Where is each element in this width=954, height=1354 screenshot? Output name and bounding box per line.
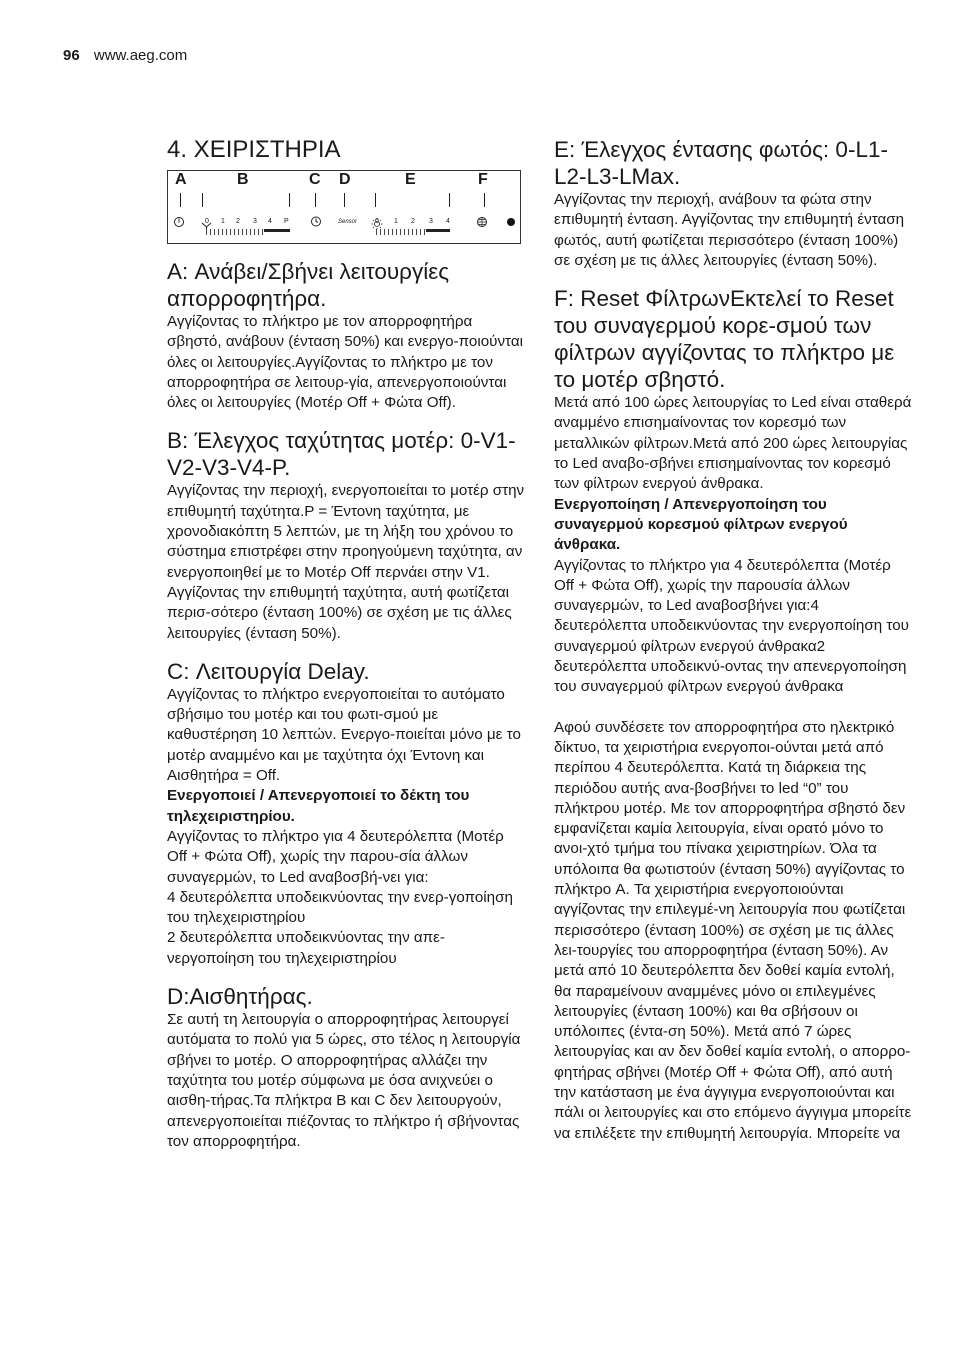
panel-label-a: A <box>175 171 187 188</box>
page-number: 96 <box>63 47 80 64</box>
text-b: Αγγίζοντας την περιοχή, ενεργοποιείται το μοτέρ στην επιθυμητή ταχύτητα.P = Έντονη ταχύτητα, με χρονοδιακόπτη 5 λεπτών, με τη λήξη του χρόνου το σύστημα επιστρέφει στην προηγούμενη ταχύτητα, αν ενεργοποιηθεί με το Μοτέρ Off περνάει στην V1. Αγγίζοντας την επιθυμητή ταχύτητα, αυτή φωτίζεται περισ-σότερο (ένταση 100%) σε σχέση με τις άλλες λειτουργίες (ένταση 50%). <box>167 482 525 642</box>
led-dot-icon <box>506 217 516 227</box>
speed-bar <box>264 229 290 232</box>
speed-digit-1: 1 <box>221 218 225 225</box>
text-c-1: Αγγίζοντας το πλήκτρο ενεργοποιείται το αυτόματο σβήσιμο του μοτέρ και του φωτι-σμού με καθυστέρηση 10 λεπτών. Ενεργο-ποιείται μόνο με το μοτέρ αναμμένο και με ταχύτητα όχι Έντονη και Αισθητήρα = Off. <box>167 685 521 785</box>
filter-grid-icon <box>476 216 488 228</box>
right-column <box>554 136 914 1144</box>
tick-e-end <box>449 193 450 207</box>
text-f-1: Μετά από 100 ώρες λειτουργίας το Led είναι σταθερά αναμμένο επισημαίνοντας τον κορεσμό των μεταλλικών φίλτρων.Μετά από 200 ώρες λειτουργίας το Led αναβο-σβήνει επισημαίνοντας τον κορεσμό των φίλτρων ενεργού άνθρακα. <box>554 394 912 493</box>
text-c-bold: Ενεργοποιεί / Απενεργοποιεί το δέκτη του τηλεχειριστηρίου. <box>167 787 470 825</box>
tick-c <box>315 193 316 207</box>
light-scale <box>376 229 426 235</box>
control-panel-diagram <box>167 170 521 244</box>
light-digit-3: 3 <box>429 218 433 225</box>
tick-b-end <box>289 193 290 207</box>
heading-c: C: Λειτουργία Delay. <box>167 658 370 684</box>
light-digit-0: 0 <box>375 218 379 225</box>
site-url: www.aeg.com <box>93 47 188 64</box>
text-e: Αγγίζοντας την περιοχή, ανάβουν τα φώτα στην επιθυμητή ένταση. Αγγίζοντας την επιθυμητή ένταση φωτός, αυτή φωτίζεται περισσότερο (ένταση 100%) σε σχέση με τις άλλες λειτουργίες (ένταση 50%). <box>554 191 905 269</box>
heading-f: F: Reset ΦίλτρωνΕκτελεί το Reset του συναγερμού κορε-σμού των φίλτρων αγγίζοντας το πλήκτρο με το μοτέρ σβηστό. <box>554 286 895 393</box>
power-icon <box>173 216 185 228</box>
text-c-2: Αγγίζοντας το πλήκτρο για 4 δευτερόλεπτα (Μοτέρ Off + Φώτα Off), χωρίς την παρου-σία άλλων συναγερμών, το Led αναβοσβή-νει για: <box>167 827 504 886</box>
panel-label-e: E <box>405 171 416 188</box>
text-c-4: 2 δευτερόλεπτα υποδεικνύοντας την απε-νεργοποίηση του τηλεχειριστηρίου <box>167 929 445 967</box>
text-c-3: 4 δευτερόλεπτα υποδεικνύοντας την ενερ-γοποίηση του τηλεχειριστηρίου <box>167 888 513 927</box>
tick-a <box>180 193 181 207</box>
text-d: Σε αυτή τη λειτουργία ο απορροφητήρας λειτουργεί αυτόματα το πολύ για 5 ώρες, στο τέλος η λειτουργία σβήνει το μοτέρ. Ο απορροφητήρας αλλάζει την ταχύτητα του μοτέρ σύμφωνα με όσα ανιχνεύει ο αισθη-τήρας.Τα πλήκτρα B και C δεν λειτουργούν, απενεργοποιείται πιέζοντας το πλήκτρο ή σβήνοντας τον απορροφητήρα. <box>167 1011 521 1150</box>
section-title: 4. ΧΕΙΡΙΣΤΗΡΙΑ <box>167 136 341 163</box>
speed-digit-3: 3 <box>253 218 257 225</box>
panel-label-b: B <box>237 171 249 188</box>
tick-d <box>344 193 345 207</box>
speed-digit-4: 4 <box>268 218 272 225</box>
tick-e-start <box>375 193 376 207</box>
text-a: Αγγίζοντας το πλήκτρο με τον απορροφητήρα σβηστό, ανάβουν (ένταση 50%) και ενεργο-ποιούνται όλες οι λειτουργίες.Αγγίζοντας το πλήκτρο με τον απορροφητήρα σε λειτουρ-γία, απενεργοποιούνται όλες οι λειτουργίες (Μοτέρ Off + Φώτα Off). <box>167 313 523 412</box>
tick-b-start <box>202 193 203 207</box>
sensor-label: Sensor <box>338 219 358 225</box>
panel-label-f: F <box>478 171 488 188</box>
heading-e: E: Έλεγχος έντασης φωτός: 0-L1-L2-L3-LMax. <box>554 137 888 189</box>
light-digit-1: 1 <box>394 218 398 225</box>
heading-b: B: Έλεγχος ταχύτητας μοτέρ: 0-V1-V2-V3-V4-P. <box>167 428 516 481</box>
speed-digit-0: 0 <box>205 218 209 225</box>
light-digit-2: 2 <box>411 218 415 225</box>
heading-a: A: Ανάβει/Σβήνει λειτουργίες απορροφητήρα. <box>167 259 450 311</box>
speed-scale <box>206 229 264 235</box>
text-f-2: Αγγίζοντας το πλήκτρο για 4 δευτερόλεπτα (Μοτέρ Off + Φώτα Off), χωρίς την παρουσία άλλων συναγερμών, το Led αναβοσβήνει για:4 δευτερόλεπτα υποδεικνύοντας την ενεργοποίηση του συναγερμού φίλτρων ενεργού άνθρακα2 δευτερόλεπτα υποδεικνύ-οντας την απενεργοποίηση του συναγερμού φίλτρων ενεργού άνθρακα <box>554 556 909 696</box>
speed-digit-p: P <box>284 218 289 225</box>
text-note: Αφού συνδέσετε τον απορροφητήρα στο ηλεκτρικό δίκτυο, τα χειριστήρια ενεργοποι-ούνται μετά από περίπου 4 δευτερόλεπτα. Κατά τη διάρκεια της περιόδου αυτής ανα-βοσβήνει το led “0” του πλήκτρου μοτέρ. Με τον απορροφητήρα σβηστό δεν εμφανίζεται καμία λειτουργία, είναι ορατό μόνο το ανοι-χτό τμήμα του πίνακα χειριστηρίων. Όλα τα υπόλοιπα θα φωτιστούν (ένταση 50%) αγγίζοντας το πλήκτρο A. Τα χειριστήρια ενεργοποιούνται αγγίζοντας την επιλεγμέ-νη λειτουργία που φωτίζεται περισσότερο (ένταση 100%) σε σχέση με τις άλλες λει-τουργίες του απορροφητήρα (ένταση 50%). Αν μετά από 10 δευτερόλεπτα δεν δοθεί καμία εντολή, θα παραμείνουν αναμμένες μόνο οι επιλεγμένες λειτουργίες (ένταση 100%) και θα σβήσουν οι υπόλοιπες (έντα-ση 50%). Μετά από 7 ώρες λειτουργίας και αν δεν δοθεί καμία εντολή, ο απορρο-φητήρας σβήνει (Μοτέρ Off + Φώτα Off), από αυτή την κατάσταση με ένα άγγιγμα ενεργοποιούνται και πάλι οι λειτουργίες και στο επόμενο άγγιγμα μπορείτε να επιλέξετε την επιθυμητή λειτουργία. Μπορείτε να <box>554 718 912 1142</box>
page-header <box>63 47 187 64</box>
light-digit-4: 4 <box>446 218 450 225</box>
panel-label-c: C <box>309 171 321 188</box>
left-column <box>167 136 525 1152</box>
speed-digit-2: 2 <box>236 218 240 225</box>
text-f-bold: Ενεργοποίηση / Απενεργοποίηση του συναγερμού κορεσμού φίλτρων ενεργού άνθρακα. <box>554 495 848 554</box>
delay-clock-icon <box>310 215 322 228</box>
light-bar <box>426 229 450 232</box>
heading-d: D:Αισθητήρας. <box>167 984 313 1010</box>
tick-f <box>484 193 485 207</box>
panel-label-d: D <box>339 171 351 188</box>
